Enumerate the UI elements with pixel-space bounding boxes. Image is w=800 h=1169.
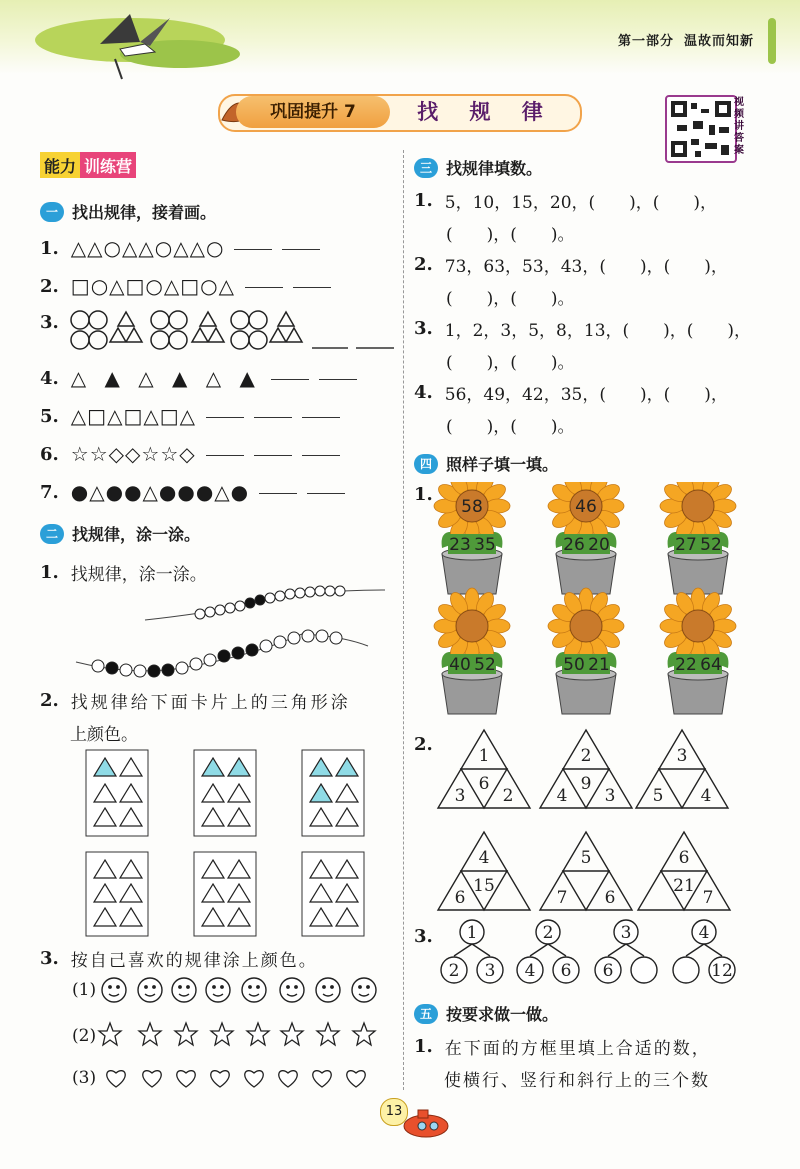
answer-blank[interactable] [206, 453, 244, 456]
s1-item-4 [40, 366, 357, 390]
camp-b: 训练营 [80, 152, 136, 178]
answer-blank[interactable] [271, 377, 309, 380]
tri-top: 4 [478, 848, 490, 868]
triangle-cards [84, 748, 384, 938]
tri-right: 3 [604, 786, 616, 806]
tri-left: 3 [454, 786, 466, 806]
section-2-title: 找规律，涂一涂。 [72, 525, 201, 544]
tree-top: 3 [620, 923, 632, 943]
shape-sequence: ☆☆◇◇☆☆◇ [70, 442, 196, 466]
tri-top: 3 [676, 746, 688, 766]
header-part-label: 第一部分 [617, 34, 674, 49]
flower-top-number: 46 [575, 497, 597, 517]
tri-center: 15 [473, 876, 495, 896]
qr-code[interactable] [665, 95, 737, 163]
question-text: 找规律给下面卡片上的三角形涂 [70, 693, 351, 713]
tree-right: 12 [711, 961, 733, 981]
flower-right-number: 52 [474, 655, 496, 675]
question-text-cont: 使横行、竖行和斜行上的三个数 [444, 1071, 710, 1091]
answer-blank[interactable] [302, 453, 340, 456]
question-text-cont: 上颜色。 [70, 725, 138, 745]
header-mark [768, 18, 776, 64]
number-sequence-cont[interactable]: ( )，( )。 [446, 225, 575, 245]
question-text: 找规律，涂一涂。 [70, 565, 207, 585]
answer-blank[interactable] [293, 285, 331, 288]
number-triangles [430, 728, 770, 916]
section-4-title: 照样子填一填。 [446, 455, 559, 474]
page-title: 找 规 律 [417, 100, 555, 124]
bead-string-2 [72, 626, 372, 678]
s5-q1 [414, 1034, 711, 1059]
flower-left-number: 40 [449, 655, 471, 675]
tree-right: 3 [484, 961, 496, 981]
number-sequence-cont[interactable]: ( )，( )。 [446, 289, 575, 309]
tree-right: 6 [560, 961, 572, 981]
item-number: 1. [414, 484, 433, 505]
s1-item-3 [40, 312, 59, 333]
tri-left: 6 [454, 888, 466, 908]
s1-item-6 [40, 442, 340, 466]
flower-left-number: 23 [449, 535, 471, 555]
section-1-heading [40, 200, 216, 223]
flower-right-number: 20 [588, 535, 610, 555]
row-label-2: (2) [72, 1026, 97, 1046]
submarine-icon [400, 1102, 454, 1142]
s3-item-3 [414, 316, 751, 341]
section-2-heading [40, 522, 200, 545]
number-trees [436, 918, 766, 990]
number-sequence[interactable]: 56，49，42，35，( )，( )， [444, 385, 728, 405]
item-number: 2. [40, 275, 59, 297]
ability-camp-label [40, 152, 136, 178]
item-number: 1. [40, 237, 59, 259]
tri-left: 7 [556, 888, 568, 908]
number-sequence-cont[interactable]: ( )，( )。 [446, 417, 575, 437]
section-1-badge: 一 [40, 202, 64, 222]
answer-blank[interactable] [259, 491, 297, 494]
item-number: 3. [40, 312, 59, 333]
s1-item-5 [40, 404, 340, 428]
item-number: 5. [40, 405, 59, 427]
answer-blank[interactable] [302, 415, 340, 418]
section-5-badge: 五 [414, 1004, 438, 1024]
shape-sequence: ●△●●△●●●△● [70, 480, 250, 504]
bead-string-1 [140, 584, 390, 628]
answer-blank[interactable] [254, 453, 292, 456]
tri-right: 2 [502, 786, 514, 806]
s2-q1 [40, 560, 207, 585]
hearts-icon [100, 1064, 390, 1094]
question-text: 按自己喜欢的规律涂上颜色。 [70, 951, 318, 971]
title-badge: 巩固提升 7 [236, 96, 390, 128]
s1-item-7 [40, 480, 345, 504]
bird-logo [30, 4, 260, 82]
answer-blank[interactable] [234, 247, 272, 250]
item-number: 2. [414, 734, 433, 755]
tree-left: 4 [524, 961, 536, 981]
item-number: 1. [40, 562, 59, 583]
tri-left: 5 [652, 786, 664, 806]
s2-q2 [40, 688, 351, 713]
item-number: 6. [40, 443, 59, 465]
s1-item-1 [40, 236, 320, 260]
smiley-faces-icon [100, 976, 390, 1006]
flower-left-number: 22 [675, 655, 697, 675]
section-1-title: 找出规律，接着画。 [72, 203, 217, 222]
header-subtitle: 温故而知新 [683, 34, 754, 49]
s1-item-2 [40, 274, 331, 298]
section-5-heading [414, 1002, 558, 1025]
item-number: 7. [40, 481, 59, 503]
qr-pattern-icon [667, 97, 735, 161]
flower-left-number: 27 [675, 535, 697, 555]
s3-item-4 [414, 380, 728, 405]
circle-triangle-groups-icon [68, 308, 398, 354]
tri-top: 2 [580, 746, 592, 766]
section-3-badge: 三 [414, 158, 438, 178]
answer-blank[interactable] [254, 415, 292, 418]
number-sequence-cont[interactable]: ( )，( )。 [446, 353, 575, 373]
tree-top: 2 [542, 923, 554, 943]
answer-blank[interactable] [307, 491, 345, 494]
tri-center: 21 [673, 876, 695, 896]
shape-sequence: △□△□△□△ [70, 404, 197, 428]
number-sequence[interactable]: 5，10，15，20，( )，( )， [444, 193, 718, 213]
row-label-3: (3) [72, 1068, 97, 1088]
s3-item-1 [414, 188, 717, 213]
page-number: 13 [380, 1098, 408, 1126]
s3-item-2 [414, 252, 728, 277]
flower-right-number: 35 [474, 535, 496, 555]
tree-left: 2 [448, 961, 460, 981]
tri-right: 6 [604, 888, 616, 908]
tree-top: 4 [698, 923, 710, 943]
section-5-title: 按要求做一做。 [446, 1005, 559, 1024]
header-part [608, 30, 754, 49]
answer-blank[interactable] [319, 377, 357, 380]
item-number: 3. [414, 926, 433, 947]
item-number: 4. [414, 382, 433, 403]
flower-left-number: 50 [563, 655, 585, 675]
answer-blank[interactable] [206, 415, 244, 418]
flower-right-number: 52 [700, 535, 722, 555]
tree-top: 1 [466, 923, 478, 943]
shape-sequence: △△○△△○△△○ [70, 236, 225, 260]
flower-right-number: 21 [588, 655, 610, 675]
tri-top: 1 [478, 746, 490, 766]
item-number: 3. [40, 948, 59, 969]
section-2-badge: 二 [40, 524, 64, 544]
stars-icon [96, 1020, 386, 1050]
item-number: 4. [40, 367, 59, 389]
item-number: 3. [414, 318, 433, 339]
question-text: 在下面的方框里填上合适的数， [444, 1039, 711, 1059]
tri-left: 4 [556, 786, 568, 806]
camp-a: 能力 [40, 152, 80, 178]
tri-top: 5 [580, 848, 592, 868]
answer-blank[interactable] [282, 247, 320, 250]
shape-sequence: □○△□○△□○△ [70, 274, 235, 298]
column-divider [403, 150, 404, 1090]
flower-right-number: 64 [700, 655, 722, 675]
flower-top-number: 58 [461, 497, 483, 517]
item-number: 1. [414, 1036, 433, 1057]
s2-q3 [40, 946, 318, 971]
section-4-badge: 四 [414, 454, 438, 474]
number-sequence[interactable]: 73，63，53，43，( )，( )， [444, 257, 728, 277]
shape-sequence: △ ▲ △ ▲ △ ▲ [70, 366, 261, 390]
tri-center: 6 [478, 774, 490, 794]
item-number: 2. [414, 254, 433, 275]
sunflower-pots [430, 482, 760, 722]
section-4-heading [414, 452, 558, 475]
item-number: 2. [40, 690, 59, 711]
flower-left-number: 26 [563, 535, 585, 555]
tri-right: 7 [702, 888, 714, 908]
tri-center: 9 [580, 774, 592, 794]
row-label-1: (1) [72, 980, 97, 1000]
section-3-heading [414, 156, 542, 179]
number-sequence[interactable]: 1，2，3，5，8，13，( )，( )， [444, 321, 752, 341]
section-3-title: 找规律填数。 [446, 159, 543, 178]
answer-blank[interactable] [245, 285, 283, 288]
tree-left: 6 [602, 961, 614, 981]
qr-label: 视频讲答案 [734, 97, 744, 156]
tri-right: 4 [700, 786, 712, 806]
tri-top: 6 [678, 848, 690, 868]
item-number: 1. [414, 190, 433, 211]
